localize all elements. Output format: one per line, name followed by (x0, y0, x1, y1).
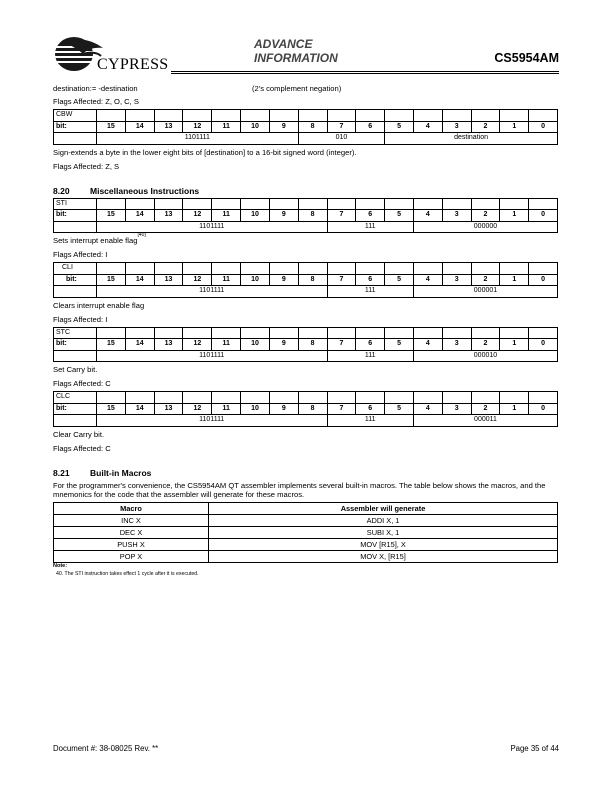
bit-cell: 6 (356, 210, 385, 222)
macros-header-row (54, 502, 558, 514)
mnemonic-row (54, 263, 558, 275)
advance-information (254, 37, 338, 65)
bit-cell: 4 (413, 403, 442, 415)
bit-cell: 0 (529, 121, 558, 133)
note-heading: Note: (53, 562, 68, 569)
bit-label: bit: (54, 339, 97, 351)
bit-cell: 13 (154, 121, 183, 133)
bit-cell: 9 (269, 274, 298, 286)
bit-label: bit: (54, 274, 97, 286)
bit-cell: 5 (385, 339, 414, 351)
bit-cell: 13 (154, 339, 183, 351)
bit-cell: 4 (413, 274, 442, 286)
mnemonic-row (54, 198, 558, 210)
bit-cell: 1 (500, 121, 529, 133)
section-title: Built-in Macros (90, 467, 152, 478)
section-title: Miscellaneous Instructions (90, 185, 200, 196)
header-rule (171, 71, 559, 72)
footnote-40: 40. The STI instruction takes effect 1 cycle after it is executed. (56, 570, 199, 577)
bit-cell: 6 (356, 403, 385, 415)
operand-field: destination (385, 133, 558, 145)
bit-cell: 5 (385, 403, 414, 415)
section-number: 8.20 (53, 185, 70, 196)
flags-affected: Flags Affected: I (53, 250, 108, 259)
advance-line-2: INFORMATION (254, 51, 338, 65)
column-header-macro: Macro (54, 502, 209, 514)
operand-field: 000010 (413, 350, 557, 362)
subop-field: 111 (327, 415, 413, 427)
bit-cell: 9 (269, 339, 298, 351)
logo-wordmark: CYPRESS (97, 56, 169, 73)
encoding-row (54, 415, 558, 427)
bit-label: bit: (54, 403, 97, 415)
generate-cell: SUBI X, 1 (209, 526, 558, 538)
mnemonic: CLC (54, 392, 97, 404)
bit-cell: 15 (97, 274, 126, 286)
description-text: Sets interrupt enable flag (53, 236, 138, 245)
bit-cell: 15 (97, 210, 126, 222)
bit-cell: 7 (327, 274, 356, 286)
bit-cell: 1 (500, 210, 529, 222)
bit-number-row (54, 339, 558, 351)
bit-cell: 6 (356, 339, 385, 351)
table-row (54, 550, 558, 562)
negation-formula: destination:= -destination (53, 84, 138, 93)
bit-cell: 3 (442, 210, 471, 222)
section-heading (53, 186, 559, 197)
bit-cell: 1 (500, 403, 529, 415)
table-row (54, 538, 558, 550)
encoding-row (54, 133, 558, 145)
section-heading (53, 468, 559, 479)
opcode-field: 1101111 (97, 286, 328, 298)
advance-line-1: ADVANCE (254, 37, 313, 51)
bit-cell: 3 (442, 403, 471, 415)
bit-cell: 11 (212, 121, 241, 133)
bit-cell: 1 (500, 339, 529, 351)
mnemonic-row (54, 392, 558, 404)
bit-cell: 10 (241, 121, 270, 133)
bit-cell: 4 (413, 339, 442, 351)
section-number: 8.21 (53, 467, 70, 478)
bit-cell: 3 (442, 121, 471, 133)
bit-cell: 7 (327, 121, 356, 133)
footnote-ref[interactable]: [40] (137, 232, 146, 238)
instruction-table-sti (53, 198, 558, 234)
bit-cell: 15 (97, 339, 126, 351)
bit-cell: 13 (154, 403, 183, 415)
bit-number-row (54, 121, 558, 133)
bit-cell: 13 (154, 210, 183, 222)
bit-cell: 8 (298, 403, 327, 415)
encoding-row (54, 286, 558, 298)
generate-cell: MOV X, [R15] (209, 550, 558, 562)
bit-label: bit: (54, 121, 97, 133)
mnemonic: STC (54, 327, 97, 339)
bit-cell: 12 (183, 210, 212, 222)
bit-cell: 8 (298, 121, 327, 133)
bit-cell: 11 (212, 210, 241, 222)
macros-paragraph: For the programmer's convenience, the CS5954AM QT assembler implements several built-in macros. The table below shows the macros, and the mnemonics for the code that the assembler will generate for these macros. (53, 480, 546, 499)
bit-cell: 5 (385, 121, 414, 133)
bit-cell: 12 (183, 403, 212, 415)
bit-cell: 3 (442, 339, 471, 351)
bit-number-row (54, 403, 558, 415)
bit-label: bit: (54, 210, 97, 222)
page-number: Page 35 of 44 (510, 744, 559, 753)
flags-affected: Flags Affected: Z, O, C, S (53, 97, 139, 106)
bit-cell: 14 (125, 274, 154, 286)
mnemonic: STI (54, 198, 97, 210)
table-row (54, 526, 558, 538)
bit-cell: 0 (529, 274, 558, 286)
macro-cell: POP X (54, 550, 209, 562)
negation-note: (2's complement negation) (252, 84, 342, 93)
bit-cell: 2 (471, 403, 500, 415)
bit-cell: 7 (327, 403, 356, 415)
bit-cell: 9 (269, 403, 298, 415)
bit-cell: 0 (529, 210, 558, 222)
bit-cell: 11 (212, 339, 241, 351)
bit-cell: 2 (471, 274, 500, 286)
instruction-description: Clear Carry bit. (53, 429, 105, 439)
opcode-field: 1101111 (97, 350, 328, 362)
bit-cell: 7 (327, 339, 356, 351)
bit-cell: 12 (183, 121, 212, 133)
subop-field: 111 (327, 286, 413, 298)
bit-cell: 8 (298, 210, 327, 222)
operand-field: 000001 (413, 286, 557, 298)
page-footer (53, 744, 559, 753)
macros-table (53, 502, 558, 563)
page-content (53, 84, 559, 578)
document-number: Document #: 38-08025 Rev. ** (53, 744, 159, 753)
bit-cell: 2 (471, 210, 500, 222)
bit-cell: 10 (241, 210, 270, 222)
bit-cell: 15 (97, 403, 126, 415)
encoding-row (54, 221, 558, 233)
generate-cell: ADDI X, 1 (209, 514, 558, 526)
bit-cell: 15 (97, 121, 126, 133)
bit-cell: 6 (356, 121, 385, 133)
opcode-field: 1101111 (97, 415, 328, 427)
instruction-description (53, 232, 559, 247)
operand-field: 000000 (413, 221, 557, 233)
bit-cell: 0 (529, 403, 558, 415)
macro-cell: DEC X (54, 526, 209, 538)
mnemonic-row (54, 110, 558, 122)
bit-cell: 12 (183, 339, 212, 351)
flags-affected: Flags Affected: C (53, 443, 111, 453)
mnemonic: CBW (54, 110, 97, 122)
bit-cell: 2 (471, 121, 500, 133)
flags-affected: Flags Affected: Z, S (53, 161, 120, 171)
mnemonic: CLI (54, 263, 97, 275)
subop-field: 111 (327, 221, 413, 233)
bit-number-row (54, 210, 558, 222)
instruction-table-clc (53, 391, 558, 427)
bit-cell: 7 (327, 210, 356, 222)
instruction-description: Set Carry bit. (53, 365, 98, 374)
bit-cell: 10 (241, 339, 270, 351)
negation-line (53, 84, 559, 96)
bit-number-row (54, 274, 558, 286)
table-row (54, 514, 558, 526)
flags-affected: Flags Affected: I (53, 314, 108, 324)
bit-cell: 4 (413, 121, 442, 133)
bit-cell: 11 (212, 274, 241, 286)
bit-cell: 11 (212, 403, 241, 415)
encoding-row (54, 350, 558, 362)
bit-cell: 4 (413, 210, 442, 222)
opcode-field: 1101111 (97, 221, 328, 233)
bit-cell: 9 (269, 210, 298, 222)
instruction-table-cli (53, 262, 558, 298)
flags-affected: Flags Affected: C (53, 379, 111, 388)
bit-cell: 14 (125, 210, 154, 222)
instruction-description: Clears interrupt enable flag (53, 300, 145, 310)
operand-field: 000011 (413, 415, 557, 427)
part-number: CS5954AM (494, 51, 559, 65)
instruction-table-stc (53, 327, 558, 363)
bit-cell: 10 (241, 403, 270, 415)
bit-cell: 14 (125, 403, 154, 415)
page-header (53, 34, 559, 76)
instruction-table-cbw (53, 109, 558, 145)
bit-cell: 14 (125, 339, 154, 351)
bit-cell: 13 (154, 274, 183, 286)
bit-cell: 0 (529, 339, 558, 351)
bit-cell: 2 (471, 339, 500, 351)
macro-cell: INC X (54, 514, 209, 526)
bit-cell: 3 (442, 274, 471, 286)
bit-cell: 12 (183, 274, 212, 286)
bit-cell: 8 (298, 339, 327, 351)
instruction-description: Sign-extends a byte in the lower eight bits of [destination] to a 16-bit signed word (integer). (53, 147, 357, 157)
header-rule-2 (171, 73, 559, 74)
bit-cell: 9 (269, 121, 298, 133)
bit-cell: 8 (298, 274, 327, 286)
generate-cell: MOV [R15], X (209, 538, 558, 550)
bit-cell: 6 (356, 274, 385, 286)
macro-cell: PUSH X (54, 538, 209, 550)
bit-cell: 5 (385, 210, 414, 222)
bit-cell: 10 (241, 274, 270, 286)
column-header-generate: Assembler will generate (209, 502, 558, 514)
subop-field: 111 (327, 350, 413, 362)
subop-field: 010 (298, 133, 384, 145)
opcode-field: 1101111 (97, 133, 299, 145)
bit-cell: 1 (500, 274, 529, 286)
mnemonic-row (54, 327, 558, 339)
bit-cell: 5 (385, 274, 414, 286)
bit-cell: 14 (125, 121, 154, 133)
